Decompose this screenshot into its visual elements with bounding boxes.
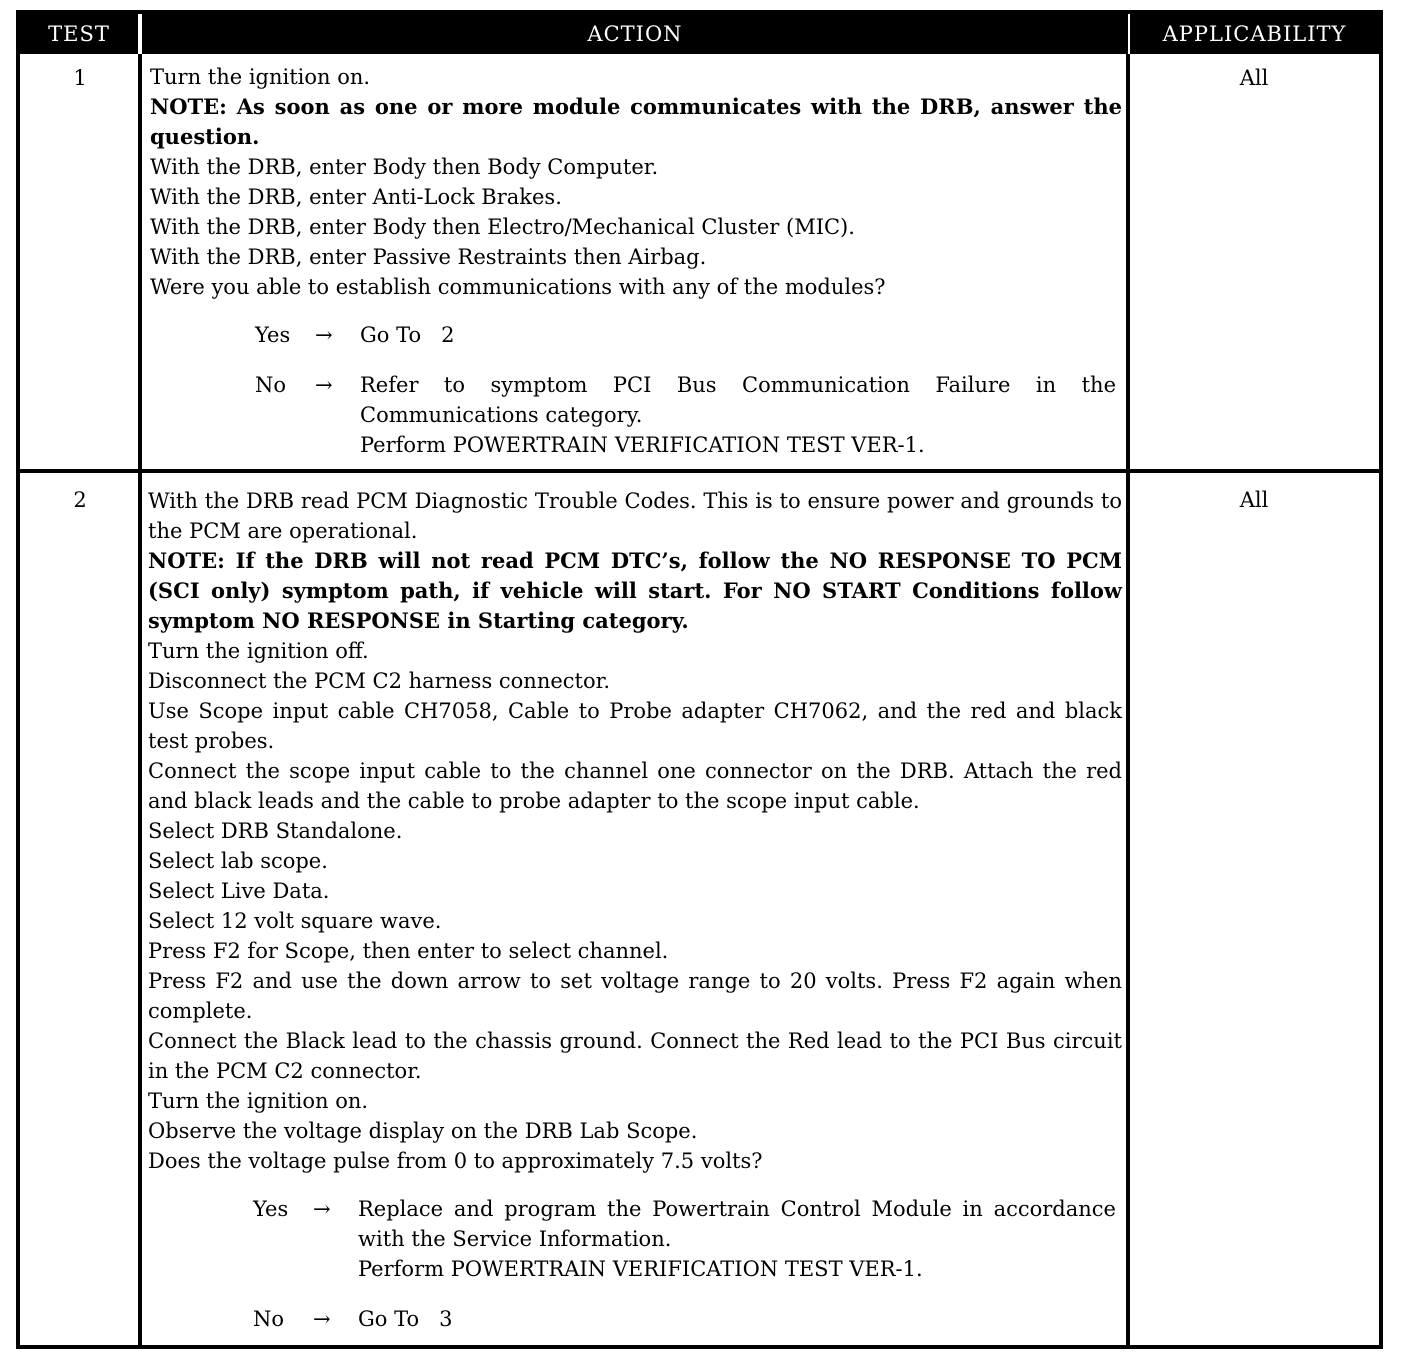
action-line: With the DRB, enter Passive Restraints then Airbag. xyxy=(150,245,707,269)
action-line: Turn the ignition on. xyxy=(150,65,371,89)
header-applicability: APPLICABILITY xyxy=(1130,14,1379,54)
answer-yes-1 xyxy=(150,320,1122,350)
action-line: With the DRB, enter Anti-Lock Brakes. xyxy=(150,185,562,209)
action-line: Connect the scope input cable to the channel one connector on the DRB. Attach the red and black leads and the cable to probe adapter to the scope input cable. xyxy=(148,759,1122,813)
action-line: With the DRB read PCM Diagnostic Trouble Codes. This is to ensure power and grounds to the PCM are operational. xyxy=(148,489,1122,543)
answer-yes-2 xyxy=(148,1194,1122,1284)
action-line: Press F2 and use the down arrow to set voltage range to 20 volts. Press F2 again when complete. xyxy=(148,969,1122,1023)
action-line: Were you able to establish communications with any of the modules? xyxy=(150,275,886,299)
arrow-icon: → xyxy=(315,373,333,397)
no-result: Go To 3 xyxy=(358,1307,453,1331)
action-line: Select Live Data. xyxy=(148,879,330,903)
no-result: Refer to symptom PCI Bus Communication Failure in the Communications category. Perform POWERTRAIN VERIFICATION TEST VER-1. xyxy=(360,373,1116,457)
action-line: Turn the ignition off. xyxy=(148,639,369,663)
applicability-2: All xyxy=(1239,488,1269,512)
yes-result: Replace and program the Powertrain Control Module in accordance with the Service Information. Perform POWERTRAIN VERIFICATION TEST VER-1. xyxy=(358,1197,1116,1281)
yes-label: Yes xyxy=(253,1197,289,1221)
column-divider-1 xyxy=(138,54,142,1345)
header-test: TEST xyxy=(20,14,138,54)
applicability-1: All xyxy=(1239,66,1269,90)
action-line: Turn the ignition on. xyxy=(148,1089,369,1113)
row-divider xyxy=(20,469,1379,473)
action-line: With the DRB, enter Body then Body Computer. xyxy=(150,155,659,179)
column-divider-2 xyxy=(1126,54,1130,1345)
diagnostic-table xyxy=(16,10,1383,1349)
test-number-2: 2 xyxy=(73,488,87,512)
action-line: Press F2 for Scope, then enter to select channel. xyxy=(148,939,669,963)
action-line: Does the voltage pulse from 0 to approximately 7.5 volts? xyxy=(148,1149,763,1173)
action-line: With the DRB, enter Body then Electro/Mechanical Cluster (MIC). xyxy=(150,215,855,239)
arrow-icon: → xyxy=(315,323,333,347)
action-note: NOTE: If the DRB will not read PCM DTC’s, follow the NO RESPONSE TO PCM (SCI only) symptom path, if vehicle will start. For NO START Conditions follow symptom NO RESPONSE in Starting category. xyxy=(148,548,1122,633)
yes-label: Yes xyxy=(255,323,291,347)
answer-no-1 xyxy=(150,370,1122,460)
answer-no-2 xyxy=(148,1304,1122,1334)
action-note: NOTE: As soon as one or more module communicates with the DRB, answer the question. xyxy=(150,94,1122,149)
no-label: No xyxy=(253,1307,285,1331)
action-line: Disconnect the PCM C2 harness connector. xyxy=(148,669,611,693)
no-label: No xyxy=(255,373,287,397)
header-action: ACTION xyxy=(142,14,1128,54)
action-line: Use Scope input cable CH7058, Cable to Probe adapter CH7062, and the red and black test probes. xyxy=(148,699,1122,753)
action-line: Select lab scope. xyxy=(148,849,328,873)
arrow-icon: → xyxy=(313,1197,331,1221)
action-cell-1 xyxy=(150,62,1122,460)
action-line: Connect the Black lead to the chassis ground. Connect the Red lead to the PCI Bus circuit in the PCM C2 connector. xyxy=(148,1029,1122,1083)
action-line: Select 12 volt square wave. xyxy=(148,909,442,933)
arrow-icon: → xyxy=(313,1307,331,1331)
yes-result: Go To 2 xyxy=(360,323,455,347)
action-line: Select DRB Standalone. xyxy=(148,819,403,843)
action-cell-2 xyxy=(148,486,1122,1334)
test-number-1: 1 xyxy=(73,66,87,90)
action-line: Observe the voltage display on the DRB Lab Scope. xyxy=(148,1119,698,1143)
